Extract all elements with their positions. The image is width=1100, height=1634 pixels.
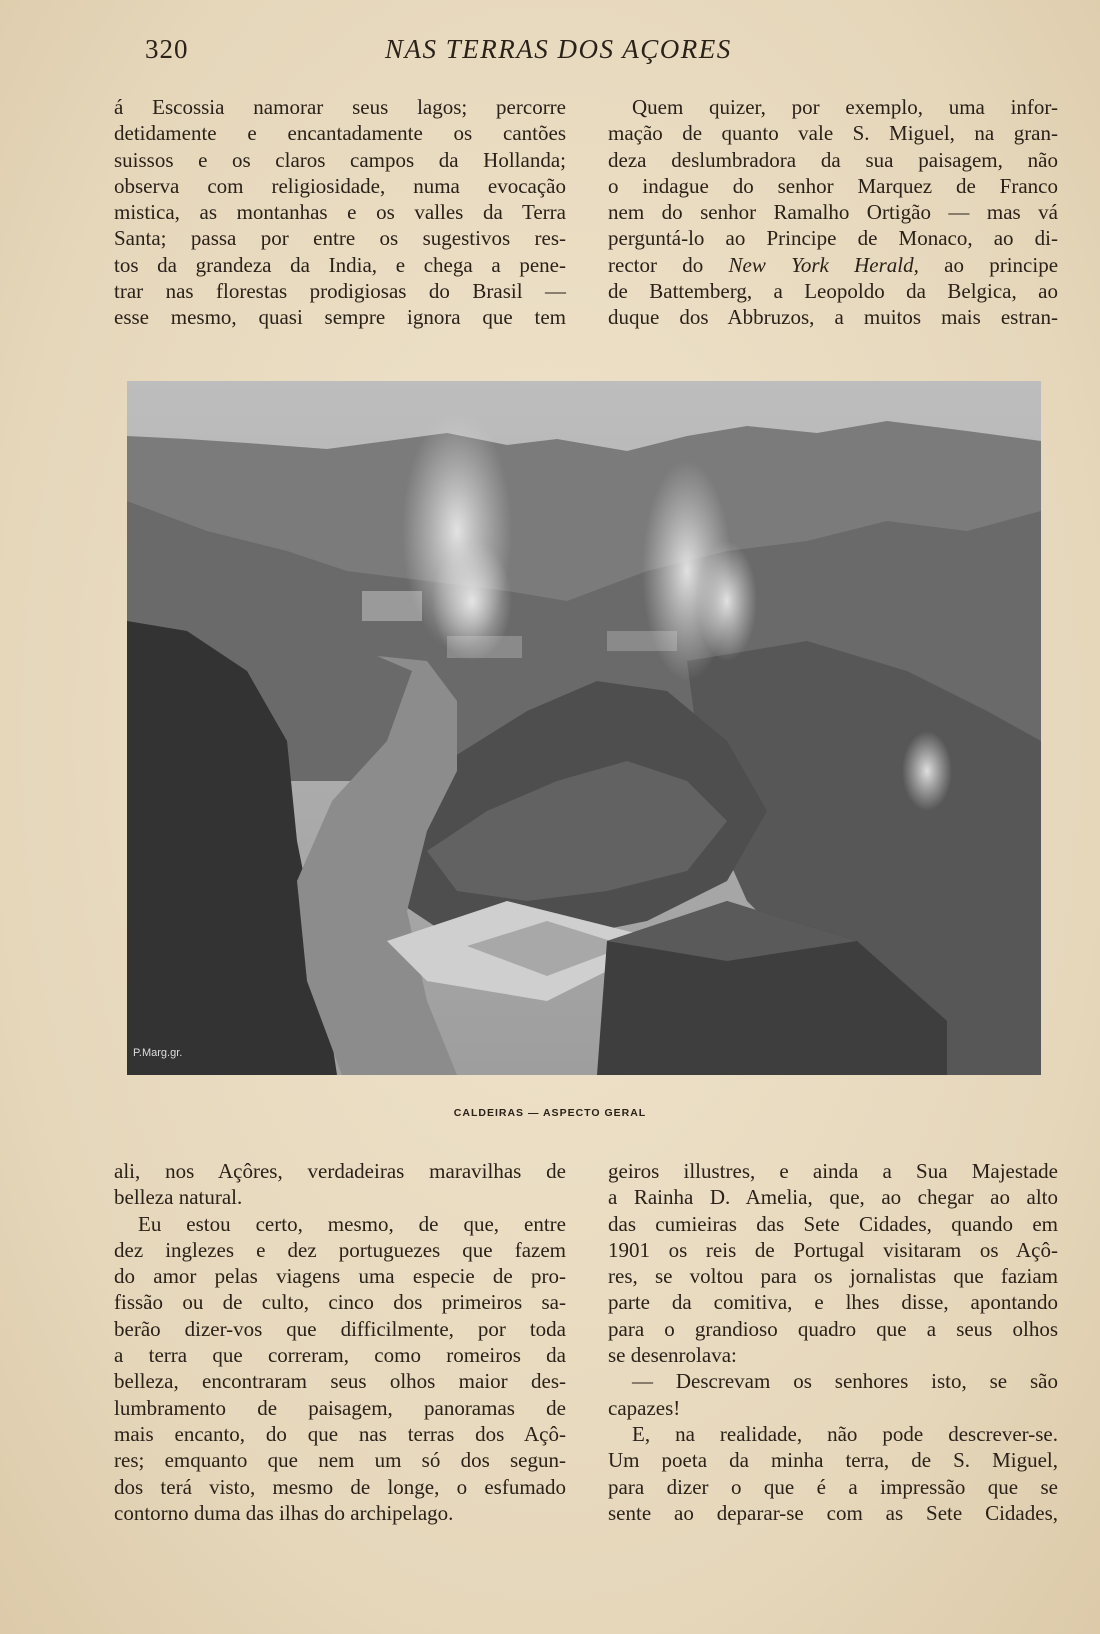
text-line: o indague do senhor Marquez de Franco <box>608 173 1058 198</box>
text-line: para o grandioso quadro que a seus olhos <box>608 1316 1058 1341</box>
text-line: — Descrevam os senhores isto, se são <box>632 1369 1058 1394</box>
text-line: ali, nos Açôres, verdadeiras maravilhas de <box>114 1159 566 1183</box>
text-line: contorno duma das ilhas do archipelago. <box>114 1500 454 1525</box>
text-line: detidamente e encantadamente os cantões <box>114 121 566 146</box>
text-line: sente ao deparar-se com as Sete Cidades, <box>608 1500 1058 1525</box>
text-line: dez inglezes e dez portuguezes que fazem <box>114 1237 566 1262</box>
text-line: Quem quizer, por exemplo, uma infor- <box>632 95 1058 119</box>
running-title: NAS TERRAS DOS AÇORES <box>385 34 732 64</box>
text-line: berão dizer-vos que difficilmente, por toda <box>114 1316 566 1341</box>
text-line: esse mesmo, quasi sempre ignora que tem <box>114 305 566 330</box>
bottom-right-column <box>608 1158 1058 1526</box>
text-line-with-italic <box>608 252 1058 278</box>
text-line: á Escossia namorar seus lagos; percorre <box>114 95 566 119</box>
text-fragment: rector do <box>608 252 704 277</box>
text-line: fissão ou de culto, cinco dos primeiros sa- <box>114 1290 566 1315</box>
top-left-column <box>114 94 566 331</box>
text-line: de Battemberg, a Leopoldo da Belgica, ao <box>608 279 1058 304</box>
text-line: perguntá-lo ao Principe de Monaco, ao di- <box>608 226 1058 251</box>
text-line: tos da grandeza da India, e chega a pene- <box>114 252 566 277</box>
text-line: res, se voltou para os jornalistas que faziam <box>608 1264 1058 1289</box>
text-fragment: ao principe <box>944 252 1059 277</box>
text-line: belleza natural. <box>114 1185 243 1210</box>
text-line: trar nas florestas prodigiosas do Brasil — <box>114 279 566 304</box>
text-line: observa com religiosidade, numa evocação <box>114 173 566 198</box>
text-line: capazes! <box>608 1395 681 1420</box>
bottom-left-column <box>114 1158 566 1526</box>
newspaper-title: New York Herald, <box>728 252 919 277</box>
figure-caption: CALDEIRAS — ASPECTO GERAL <box>453 1107 647 1119</box>
text-line: deza deslumbradora da sua paisagem, não <box>608 147 1058 172</box>
text-line: suissos e os claros campos da Hollanda; <box>114 147 566 172</box>
landscape-illustration <box>127 381 1041 1075</box>
text-line: Um poeta da minha terra, de S. Miguel, <box>608 1448 1058 1473</box>
text-line: para dizer o que é a impressão que se <box>608 1474 1058 1499</box>
text-line: do amor pelas viagens uma especie de pro- <box>114 1264 566 1289</box>
engraver-mark: P.Marg.gr. <box>133 1047 183 1059</box>
text-line: mação de quanto vale S. Miguel, na gran- <box>608 121 1058 146</box>
text-line: Eu estou certo, mesmo, de que, entre <box>138 1211 566 1236</box>
text-line: geiros illustres, e ainda a Sua Majestade <box>608 1159 1058 1183</box>
text-line: Santa; passa por entre os sugestivos res- <box>114 226 566 251</box>
text-line: lumbramento de paisagem, panoramas de <box>114 1395 566 1420</box>
text-line: mais encanto, do que nas terras dos Açô- <box>114 1421 566 1446</box>
text-line: belleza, encontraram seus olhos maior des- <box>114 1369 566 1394</box>
caldeiras-photograph <box>127 381 1041 1075</box>
text-line: E, na realidade, não pode descrever-se. <box>632 1421 1058 1446</box>
text-line: mistica, as montanhas e os valles da Terra <box>114 200 566 225</box>
text-line: nem do senhor Ramalho Ortigão — mas vá <box>608 200 1058 225</box>
text-line: res; emquanto que nem um só dos segun- <box>114 1448 566 1473</box>
text-line: das cumieiras das Sete Cidades, quando em <box>608 1211 1058 1236</box>
text-line: a terra que correram, como romeiros da <box>114 1343 566 1368</box>
text-line: parte da comitiva, e lhes disse, apontando <box>608 1290 1058 1315</box>
text-line: dos terá visto, mesmo de longe, o esfumado <box>114 1474 566 1499</box>
page-number: 320 <box>145 34 189 64</box>
text-line: a Rainha D. Amelia, que, ao chegar ao alto <box>608 1185 1058 1210</box>
top-right-column <box>608 94 1058 331</box>
text-line: duque dos Abbruzos, a muitos mais estran- <box>608 305 1058 330</box>
text-line: se desenrolava: <box>608 1343 737 1368</box>
text-line: 1901 os reis de Portugal visitaram os Açô- <box>608 1237 1058 1262</box>
